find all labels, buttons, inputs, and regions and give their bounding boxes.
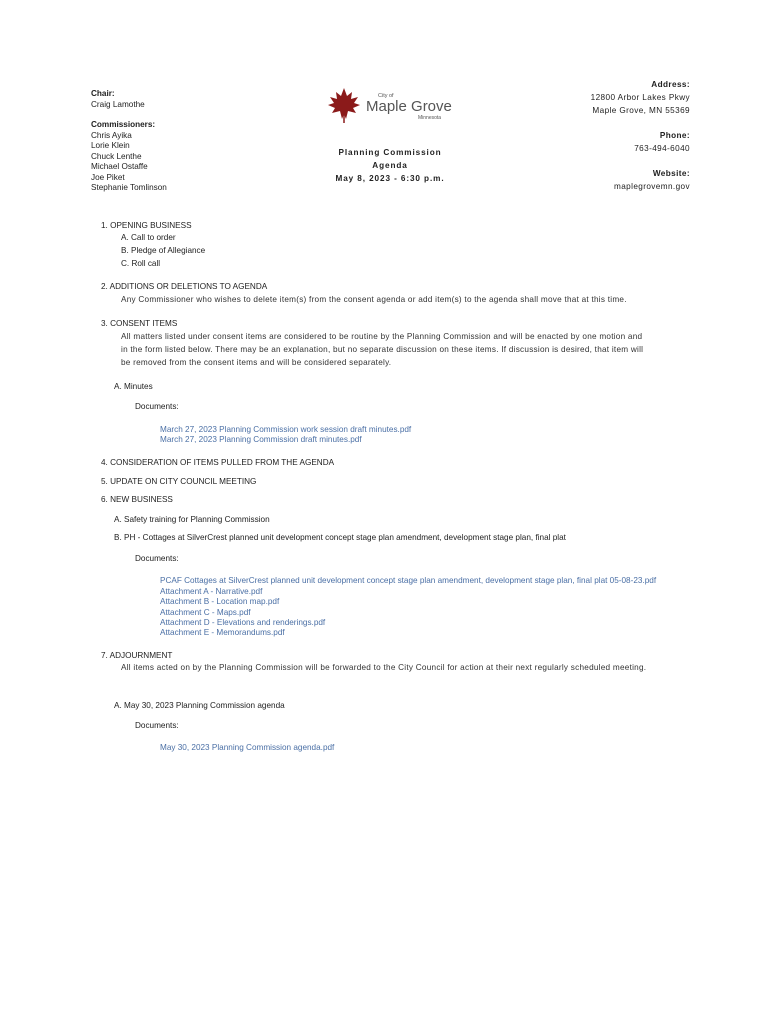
documents-label: Documents: — [135, 721, 179, 730]
section-title: 4. CONSIDERATION OF ITEMS PULLED FROM THE AGENDA — [101, 458, 335, 467]
section-description: Any Commissioner who wishes to delete item(s) from the consent agenda or add item(s) to the agenda shall move that at this time. — [121, 295, 627, 304]
section-description: All items acted on by the Planning Commission will be forwarded to the City Council for action at their next regularly scheduled meeting. — [121, 663, 647, 672]
website-label: Website: — [652, 169, 690, 178]
meeting-date: May 8, 2023 - 6:30 p.m. — [335, 174, 445, 183]
section-description: in the form listed below. There may be an explanation, but no separate discussion on these items. If discussion is desired, that item will — [121, 345, 644, 354]
section-title: 5. UPDATE ON CITY COUNCIL MEETING — [101, 477, 257, 486]
commissioner-name: Joe Piket — [91, 172, 125, 182]
document-link[interactable]: Attachment D - Elevations and renderings.pdf — [160, 618, 326, 627]
agenda-item: A. Safety training for Planning Commission — [114, 515, 270, 524]
document-link[interactable]: May 30, 2023 Planning Commission agenda.pdf — [160, 743, 335, 752]
commissioner-name: Lorie Klein — [91, 141, 130, 150]
document-link[interactable]: Attachment B - Location map.pdf — [160, 597, 280, 606]
agenda-item: B. PH - Cottages at SilverCrest planned unit development concept stage plan amendment, development stage plan, final plat — [114, 533, 566, 542]
document-link[interactable]: March 27, 2023 Planning Commission work session draft minutes.pdf — [160, 425, 412, 434]
document-link[interactable]: Attachment E - Memorandums.pdf — [160, 628, 285, 637]
logo-state: Minnesota — [418, 115, 442, 121]
section-title: 6. NEW BUSINESS — [101, 495, 173, 504]
phone-label: Phone: — [659, 131, 690, 140]
document-link[interactable]: Attachment A - Narrative.pdf — [160, 587, 263, 596]
commissioners-label: Commissioners: — [91, 120, 156, 129]
section-title: 2. ADDITIONS OR DELETIONS TO AGENDA — [101, 282, 268, 291]
agenda-item: A. May 30, 2023 Planning Commission agenda — [114, 701, 285, 710]
phone-number: 763-494-6040 — [634, 144, 690, 153]
meeting-body: Planning Commission — [338, 148, 442, 157]
document-link[interactable]: PCAF Cottages at SilverCrest planned unit development concept stage plan amendment, development stage plan, final plat 05-08-23.pdf — [160, 576, 657, 585]
logo-small-text: City of — [378, 93, 394, 99]
address-label: Address: — [651, 80, 690, 89]
agenda-item: A. Minutes — [114, 382, 153, 391]
commissioner-name: Michael Ostaffe — [91, 162, 148, 171]
document-link[interactable]: Attachment C - Maps.pdf — [160, 608, 251, 617]
documents-label: Documents: — [135, 402, 179, 411]
chair-name: Craig Lamothe — [91, 99, 145, 109]
website: maplegrovemn.gov — [613, 182, 690, 191]
logo-name: Maple Grove — [366, 98, 452, 115]
agenda-item: B. Pledge of Allegiance — [121, 246, 206, 255]
section-title: 1. OPENING BUSINESS — [101, 221, 192, 230]
agenda-item: A. Call to order — [121, 233, 176, 242]
document-type: Agenda — [372, 161, 408, 170]
documents-label: Documents: — [135, 554, 179, 563]
section-description: All matters listed under consent items are considered to be routine by the Planning Commission and will be enacted by one motion and — [121, 332, 643, 341]
agenda-item: C. Roll call — [121, 259, 161, 268]
section-title: 3. CONSENT ITEMS — [101, 319, 178, 328]
commissioner-name: Chuck Lenthe — [91, 151, 142, 161]
section-description: be removed from the consent items and will be considered separately. — [121, 358, 392, 367]
document-link[interactable]: March 27, 2023 Planning Commission draft minutes.pdf — [160, 435, 362, 444]
chair-label: Chair: — [91, 89, 115, 98]
section-title: 7. ADJOURNMENT — [101, 651, 173, 660]
commissioner-name: Chris Ayika — [91, 130, 132, 140]
commissioner-name: Stephanie Tomlinson — [91, 183, 167, 192]
address-line: Maple Grove, MN 55369 — [592, 106, 690, 115]
address-line: 12800 Arbor Lakes Pkwy — [590, 93, 690, 102]
